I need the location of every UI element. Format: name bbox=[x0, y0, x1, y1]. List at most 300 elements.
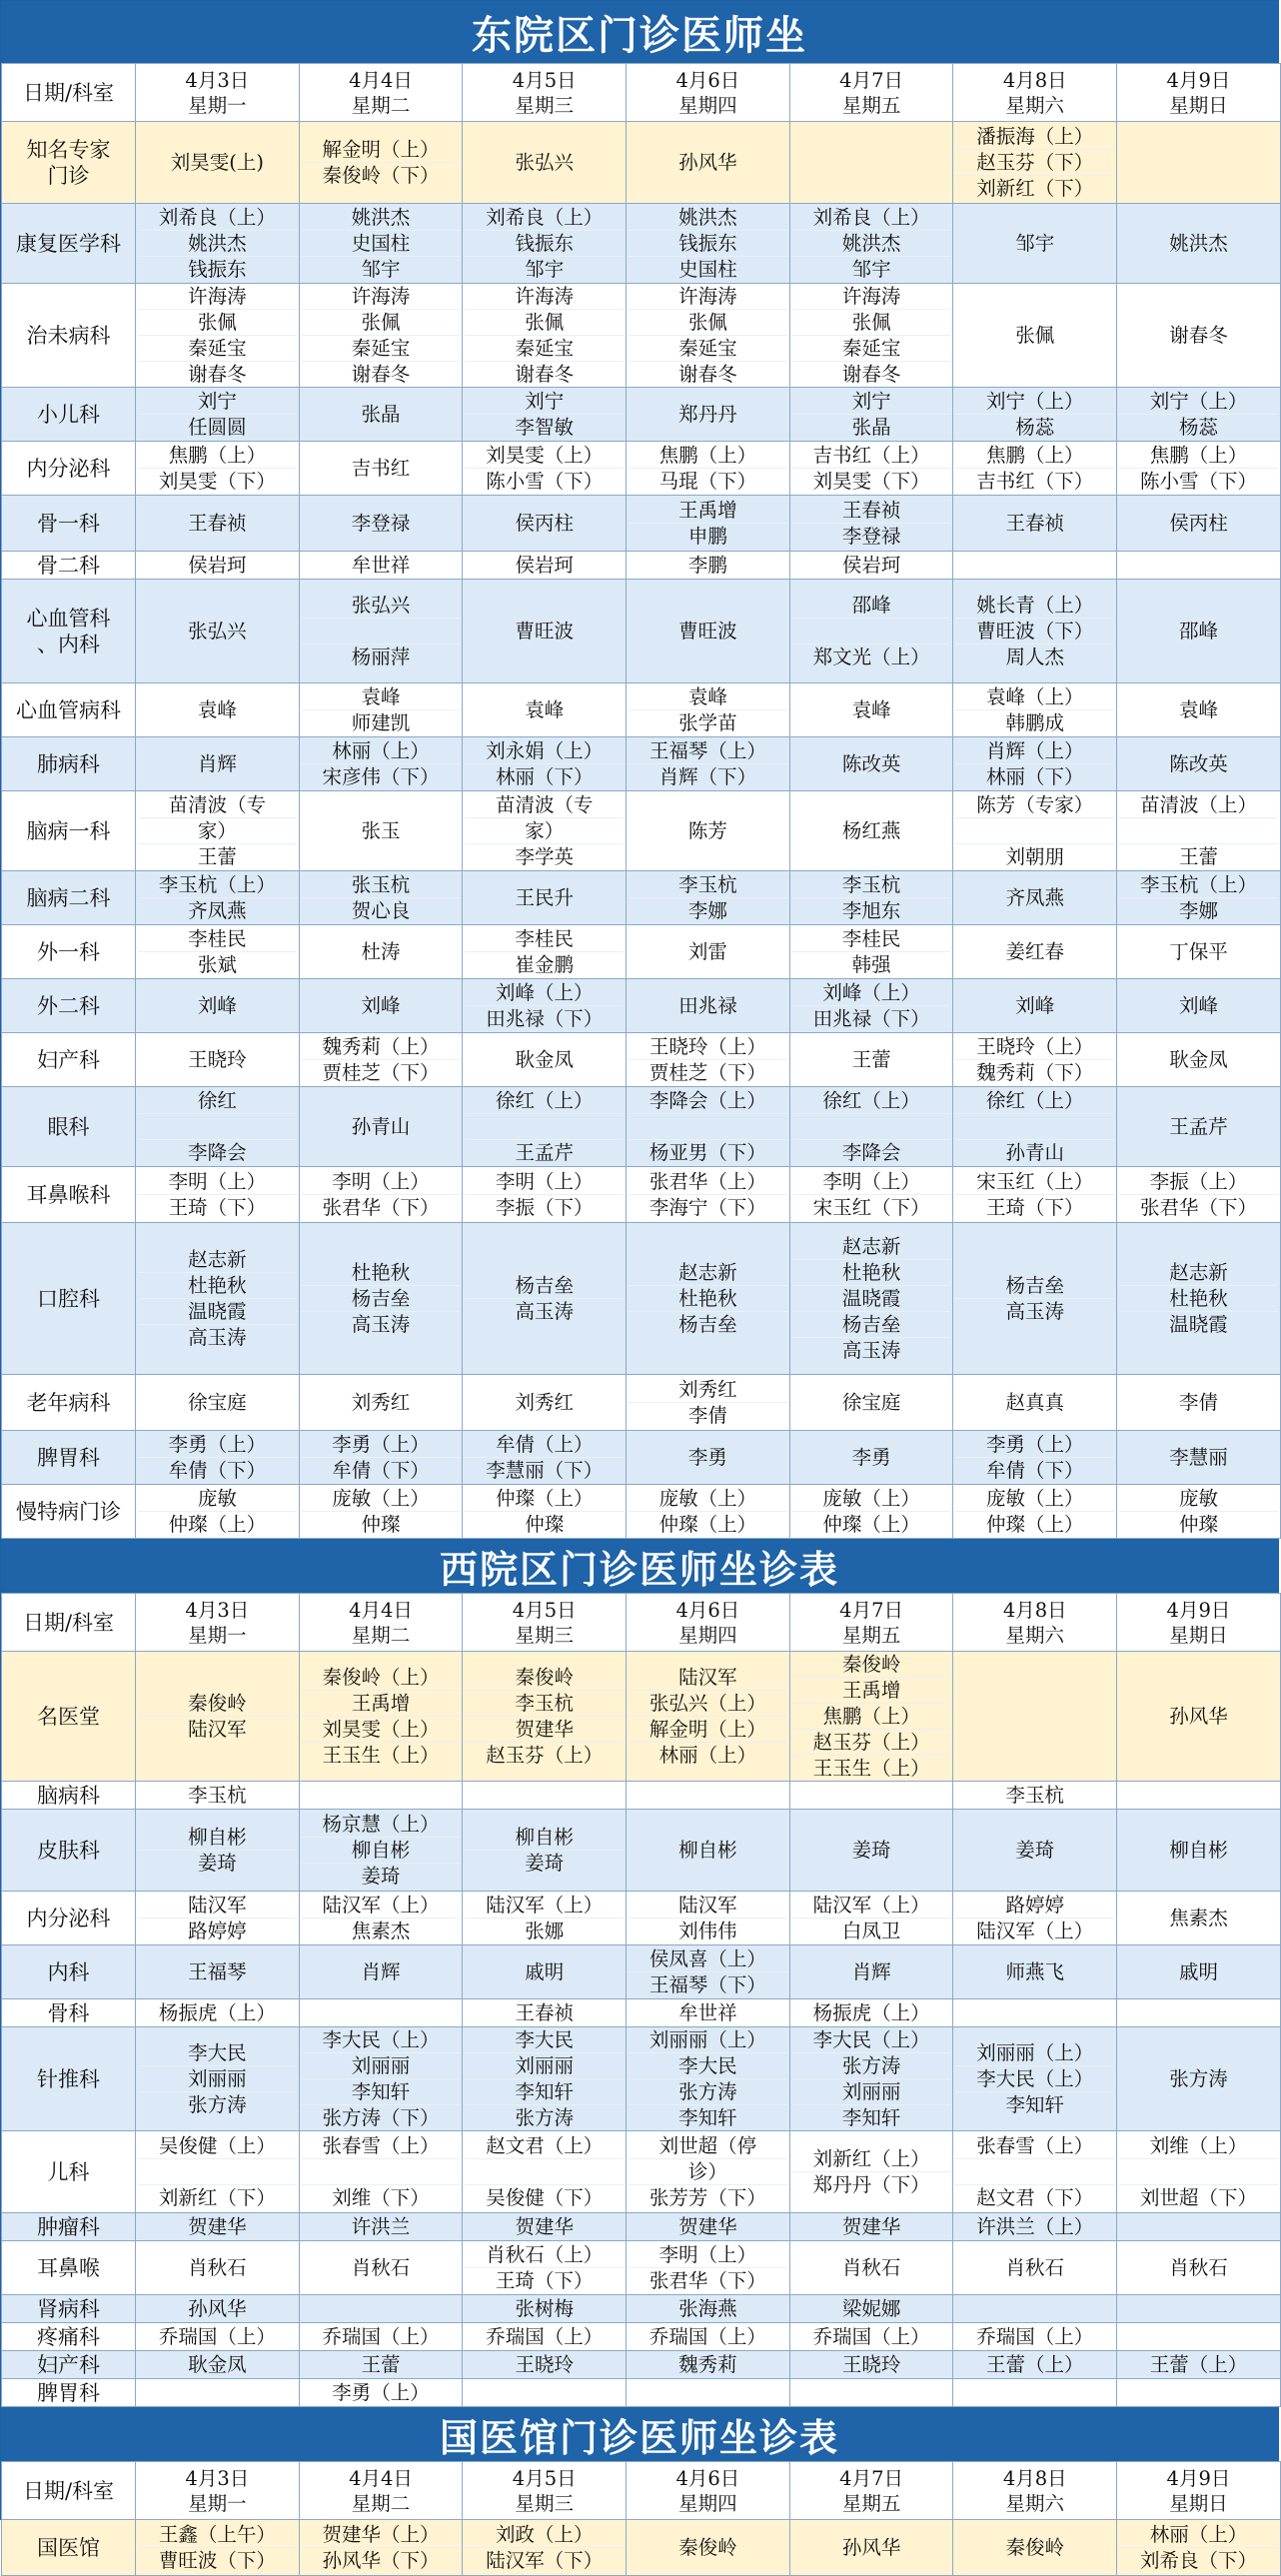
doctor-cell bbox=[953, 1652, 1117, 1782]
doctor-name: 陈小雪（下） bbox=[486, 470, 604, 493]
doctor-cell bbox=[1117, 2027, 1281, 2131]
header-weekday: 星期二 bbox=[351, 2491, 411, 2515]
doctor-name: 张君华（上） bbox=[629, 1169, 787, 1195]
doctor-cell bbox=[953, 2027, 1117, 2131]
doctor-name: 陈芳 bbox=[687, 819, 727, 842]
doctor-name: 陆汉军（上） bbox=[465, 1893, 624, 1919]
department-cell bbox=[2, 496, 136, 552]
header-day bbox=[953, 64, 1117, 122]
doctor-name: 李大民 bbox=[629, 2053, 787, 2079]
doctor-cell bbox=[1117, 2241, 1281, 2295]
doctor-name: 林丽（上） bbox=[1119, 2522, 1278, 2548]
doctor-name: 张佩 bbox=[629, 310, 787, 336]
doctor-name: 谢春冬 bbox=[1169, 324, 1228, 347]
doctor-cell bbox=[136, 552, 300, 580]
department-cell bbox=[2, 2027, 136, 2131]
doctor-cell bbox=[627, 2323, 790, 2351]
department-cell bbox=[2, 1892, 136, 1945]
doctor-name: 许海涛 bbox=[629, 284, 787, 310]
doctor-cell bbox=[463, 2379, 627, 2407]
header-weekday: 星期二 bbox=[351, 1623, 411, 1647]
doctor-cell bbox=[953, 122, 1117, 204]
doctor-name: 赵志新 bbox=[138, 1247, 297, 1273]
department-name: 肿瘤科 bbox=[37, 2214, 100, 2239]
doctor-name: 杨吉垒 bbox=[955, 1273, 1114, 1299]
header-weekday: 星期四 bbox=[678, 1623, 737, 1647]
doctor-name: 焦鹏（上） bbox=[955, 443, 1114, 469]
doctor-cell bbox=[299, 580, 463, 683]
doctor-name: 李娜 bbox=[1178, 899, 1218, 922]
doctor-name: 王春祯 bbox=[188, 512, 247, 535]
header-weekday: 星期三 bbox=[515, 1623, 574, 1647]
doctor-cell bbox=[136, 737, 300, 791]
doctor-cell bbox=[463, 2323, 627, 2351]
doctor-cell bbox=[136, 580, 300, 683]
doctor-cell bbox=[299, 791, 463, 871]
doctor-name: 姚长青（上） bbox=[955, 593, 1114, 619]
doctor-name: 韩鹏成 bbox=[1005, 711, 1065, 734]
doctor-name: 家） bbox=[138, 818, 297, 844]
doctor-name: 李振（上） bbox=[1119, 1169, 1278, 1195]
doctor-name: 张佩 bbox=[1015, 324, 1055, 347]
doctor-name: 张弘兴 bbox=[302, 593, 461, 619]
table-row bbox=[2, 2520, 1281, 2576]
doctor-cell bbox=[789, 1652, 953, 1782]
doctor-cell bbox=[136, 2379, 300, 2407]
doctor-name: 张海燕 bbox=[678, 2297, 737, 2320]
doctor-name: 姜琦 bbox=[361, 1865, 401, 1888]
doctor-name: 刘政（上） bbox=[465, 2522, 624, 2548]
doctor-name: 秦俊岭 bbox=[1005, 2536, 1065, 2559]
department-cell bbox=[2, 1375, 136, 1431]
doctor-name: 贾桂芝（下） bbox=[648, 1061, 766, 1084]
doctor-name: 杨蕊 bbox=[1015, 416, 1055, 439]
doctor-name: 王禹增 bbox=[629, 498, 787, 524]
doctor-name: 贺建华 bbox=[841, 2215, 901, 2238]
table-row bbox=[2, 925, 1281, 979]
doctor-name: 张弘兴（上） bbox=[629, 1691, 787, 1717]
doctor-cell bbox=[136, 1892, 300, 1945]
doctor-name: 王晓玲 bbox=[515, 2353, 574, 2376]
doctor-cell bbox=[136, 2323, 300, 2351]
department-name: 皮肤科 bbox=[37, 1838, 100, 1863]
table-row bbox=[2, 791, 1281, 871]
doctor-name: 柳自彬 bbox=[1169, 1839, 1228, 1862]
doctor-cell bbox=[299, 2351, 463, 2379]
doctor-name: 秦延宝 bbox=[302, 336, 461, 362]
doctor-cell bbox=[627, 683, 790, 737]
doctor-cell bbox=[789, 496, 953, 552]
table-row bbox=[2, 1782, 1281, 1810]
doctor-name: 张方涛 bbox=[792, 2053, 951, 2079]
doctor-name: 谢春冬 bbox=[188, 363, 247, 386]
header-day bbox=[1117, 64, 1281, 122]
doctor-name: 李知轩 bbox=[1005, 2093, 1065, 2116]
header-weekday: 星期三 bbox=[515, 93, 574, 117]
doctor-name: 肖辉（上） bbox=[955, 738, 1114, 764]
doctor-name: 张佩 bbox=[138, 310, 297, 336]
doctor-cell bbox=[463, 925, 627, 979]
doctor-cell bbox=[1117, 2131, 1281, 2213]
doctor-name: 杜艳秋 bbox=[1119, 1286, 1278, 1312]
doctor-name: 张晶 bbox=[361, 403, 401, 426]
doctor-cell bbox=[299, 122, 463, 204]
doctor-cell bbox=[789, 1033, 953, 1087]
doctor-name: 庞敏 bbox=[138, 1486, 297, 1512]
header-date: 4月6日 bbox=[675, 68, 740, 92]
header-date: 4月6日 bbox=[675, 2466, 740, 2490]
doctor-name: 郑丹丹 bbox=[678, 403, 737, 426]
doctor-cell bbox=[463, 2027, 627, 2131]
doctor-name: 宋彦伟（下） bbox=[322, 765, 440, 788]
doctor-name: 张方涛 bbox=[629, 2079, 787, 2105]
doctor-name: 杨蕊 bbox=[1178, 416, 1218, 439]
doctor-cell bbox=[299, 871, 463, 925]
doctor-name: 刘丽丽（上） bbox=[955, 2040, 1114, 2066]
doctor-cell bbox=[789, 2323, 953, 2351]
doctor-name: 姜琦 bbox=[851, 1839, 891, 1862]
doctor-name: 张弘兴 bbox=[188, 620, 247, 643]
doctor-name: 袁峰 bbox=[525, 698, 565, 721]
doctor-name: 张学苗 bbox=[678, 711, 737, 734]
doctor-cell bbox=[136, 791, 300, 871]
doctor-name bbox=[792, 619, 951, 644]
department-cell bbox=[2, 737, 136, 791]
department-name: 肺病科 bbox=[37, 751, 100, 776]
doctor-name: 李玉杭（上） bbox=[1119, 872, 1278, 898]
doctor-name: 张芳芳（下） bbox=[648, 2186, 766, 2209]
doctor-cell bbox=[1117, 925, 1281, 979]
doctor-cell bbox=[1117, 122, 1281, 204]
department-name: 脑病一科 bbox=[26, 818, 111, 843]
doctor-name: 路婷婷 bbox=[955, 1893, 1114, 1919]
doctor-name: 袁峰 bbox=[629, 684, 787, 710]
doctor-cell bbox=[1117, 2520, 1281, 2576]
doctor-name: 曹旺波（下） bbox=[158, 2549, 276, 2572]
doctor-name: 陈改英 bbox=[841, 752, 901, 775]
doctor-name: 刘丽丽 bbox=[302, 2053, 461, 2079]
doctor-cell bbox=[627, 1087, 790, 1167]
doctor-cell bbox=[463, 1999, 627, 2027]
doctor-name: 张君华（下） bbox=[322, 1196, 440, 1219]
table-row bbox=[2, 496, 1281, 552]
doctor-name: 陆汉军（上） bbox=[302, 1893, 461, 1919]
doctor-cell bbox=[627, 2351, 790, 2379]
doctor-cell bbox=[299, 1431, 463, 1485]
doctor-cell bbox=[627, 1033, 790, 1087]
doctor-name: 申鹏 bbox=[687, 525, 727, 548]
department-cell bbox=[2, 2241, 136, 2295]
doctor-name: 姜琦 bbox=[197, 1852, 237, 1875]
doctor-name: 李勇（上） bbox=[302, 1432, 461, 1458]
header-day bbox=[627, 2462, 790, 2520]
doctor-cell bbox=[1117, 388, 1281, 442]
doctor-cell bbox=[463, 442, 627, 496]
doctor-cell bbox=[627, 1167, 790, 1223]
doctor-cell bbox=[789, 925, 953, 979]
department-name: 耳鼻喉 bbox=[37, 2255, 100, 2280]
doctor-name: 乔瑞国（上） bbox=[648, 2325, 766, 2348]
doctor-cell bbox=[1117, 1945, 1281, 1999]
department-cell bbox=[2, 552, 136, 580]
doctor-name: 姚洪杰 bbox=[1169, 232, 1228, 255]
doctor-name: 刘希良（下） bbox=[1139, 2549, 1257, 2572]
department-name: 眼科 bbox=[47, 1114, 90, 1139]
doctor-name: 侯丙柱 bbox=[515, 512, 574, 535]
doctor-cell bbox=[953, 1999, 1117, 2027]
header-date: 4月4日 bbox=[349, 68, 413, 92]
doctor-name: 林丽（上） bbox=[302, 738, 461, 764]
doctor-name: 刘雷 bbox=[687, 940, 727, 963]
doctor-cell bbox=[299, 442, 463, 496]
doctor-name: 李知轩 bbox=[841, 2106, 901, 2129]
doctor-cell bbox=[136, 979, 300, 1033]
doctor-name: 仲璨（上） bbox=[168, 1513, 267, 1536]
doctor-cell bbox=[627, 1485, 790, 1539]
department-cell bbox=[2, 1033, 136, 1087]
department-cell bbox=[2, 2323, 136, 2351]
doctor-name: 袁峰 bbox=[851, 698, 891, 721]
doctor-cell bbox=[627, 2520, 790, 2576]
doctor-name: 李智敏 bbox=[515, 416, 574, 439]
doctor-cell bbox=[463, 1087, 627, 1167]
doctor-name: 温晓霞 bbox=[138, 1299, 297, 1325]
header-weekday: 星期日 bbox=[1169, 93, 1228, 117]
table-row bbox=[2, 2213, 1281, 2241]
doctor-name: 谢春冬 bbox=[678, 363, 737, 386]
doctor-name: 刘峰 bbox=[361, 994, 401, 1017]
doctor-name: 田兆禄（下） bbox=[812, 1007, 930, 1030]
doctor-name: 许洪兰（上） bbox=[976, 2215, 1094, 2238]
doctor-cell bbox=[136, 1167, 300, 1223]
doctor-cell bbox=[299, 1810, 463, 1892]
header-row bbox=[2, 64, 1281, 122]
doctor-cell bbox=[1117, 2213, 1281, 2241]
doctor-cell bbox=[789, 1087, 953, 1167]
doctor-cell bbox=[789, 1485, 953, 1539]
doctor-name: 肖辉 bbox=[361, 1960, 401, 1983]
table-row bbox=[2, 2379, 1281, 2407]
doctor-name: 白凤卫 bbox=[841, 1920, 901, 1942]
doctor-name: 庞敏（上） bbox=[629, 1486, 787, 1512]
table-row bbox=[2, 1999, 1281, 2027]
doctor-name: 林丽（下） bbox=[495, 765, 594, 788]
doctor-name: 肖秋石 bbox=[351, 2256, 411, 2279]
doctor-cell bbox=[789, 580, 953, 683]
doctor-cell bbox=[1117, 1810, 1281, 1892]
doctor-name: 仲璨 bbox=[1178, 1513, 1218, 1536]
doctor-cell bbox=[789, 2131, 953, 2213]
doctor-name: 宋玉红（下） bbox=[812, 1196, 930, 1219]
doctor-cell bbox=[136, 204, 300, 284]
table-row bbox=[2, 1167, 1281, 1223]
doctor-cell bbox=[953, 737, 1117, 791]
doctor-name: 姚洪杰 bbox=[302, 205, 461, 231]
doctor-name: 侯岩珂 bbox=[515, 554, 574, 577]
doctor-name: 刘宁（上） bbox=[955, 389, 1114, 415]
doctor-name: 王鑫（上午） bbox=[138, 2522, 297, 2548]
header-day bbox=[299, 64, 463, 122]
doctor-name: 孙青山 bbox=[351, 1115, 411, 1138]
header-label: 日期/科室 bbox=[2, 2462, 136, 2520]
doctor-name: 李大民（上） bbox=[955, 2066, 1114, 2092]
doctor-name: 徐红（上） bbox=[955, 1088, 1114, 1114]
doctor-name: 赵文君（下） bbox=[976, 2186, 1094, 2209]
doctor-name: 杨红燕 bbox=[841, 819, 901, 842]
doctor-cell bbox=[136, 2295, 300, 2323]
doctor-name: 杨振虎（上） bbox=[158, 2001, 276, 2024]
table-row bbox=[2, 1810, 1281, 1892]
header-date: 4月3日 bbox=[185, 68, 250, 92]
doctor-name: 温晓霞 bbox=[1169, 1313, 1228, 1336]
doctor-cell bbox=[136, 925, 300, 979]
doctor-cell bbox=[1117, 1167, 1281, 1223]
doctor-cell bbox=[953, 284, 1117, 388]
doctor-cell bbox=[953, 791, 1117, 871]
header-row bbox=[2, 1594, 1281, 1652]
doctor-cell bbox=[627, 925, 790, 979]
department-name: 外二科 bbox=[37, 993, 100, 1018]
doctor-name: 刘希良（上） bbox=[792, 205, 951, 231]
doctor-name: 解金明（上） bbox=[302, 137, 461, 163]
doctor-cell bbox=[1117, 1375, 1281, 1431]
doctor-cell bbox=[953, 2379, 1117, 2407]
doctor-name: 乔瑞国（上） bbox=[158, 2325, 276, 2348]
doctor-name: 高玉涛 bbox=[1005, 1300, 1065, 1323]
doctor-name: 张玉 bbox=[361, 819, 401, 842]
doctor-cell bbox=[136, 1375, 300, 1431]
doctor-name: 李倩 bbox=[1178, 1391, 1218, 1414]
doctor-cell bbox=[136, 1782, 300, 1810]
department-cell bbox=[2, 1485, 136, 1539]
doctor-cell bbox=[627, 2379, 790, 2407]
header-day bbox=[789, 64, 953, 122]
doctor-cell bbox=[789, 388, 953, 442]
table-row bbox=[2, 1087, 1281, 1167]
doctor-cell bbox=[463, 2295, 627, 2323]
doctor-name: 刘维（上） bbox=[1119, 2133, 1278, 2159]
doctor-cell bbox=[1117, 204, 1281, 284]
header-day bbox=[627, 64, 790, 122]
doctor-name: 张君华（下） bbox=[648, 2269, 766, 2292]
doctor-cell bbox=[953, 1945, 1117, 1999]
doctor-cell bbox=[136, 2213, 300, 2241]
doctor-name: 王孟芹 bbox=[1169, 1115, 1228, 1138]
doctor-name: 杨吉垒 bbox=[792, 1312, 951, 1338]
doctor-cell bbox=[627, 580, 790, 683]
doctor-name: 肖辉 bbox=[851, 1960, 891, 1983]
doctor-cell bbox=[463, 284, 627, 388]
doctor-name: 仲璨 bbox=[525, 1513, 565, 1536]
doctor-name: 姚洪杰 bbox=[629, 205, 787, 231]
table-row bbox=[2, 1945, 1281, 1999]
header-day bbox=[953, 2462, 1117, 2520]
header-weekday: 星期二 bbox=[351, 93, 411, 117]
doctor-cell bbox=[299, 2323, 463, 2351]
department-name: 口腔科 bbox=[37, 1286, 100, 1311]
doctor-cell bbox=[789, 2213, 953, 2241]
department-name: 内分泌科 bbox=[26, 456, 111, 481]
department-cell bbox=[2, 442, 136, 496]
header-weekday: 星期六 bbox=[1005, 2491, 1065, 2515]
doctor-cell bbox=[1117, 1223, 1281, 1375]
doctor-name: 邹宇 bbox=[361, 258, 401, 281]
doctor-name: 王琦（下） bbox=[986, 1196, 1084, 1219]
doctor-name: 刘丽丽 bbox=[138, 2066, 297, 2092]
doctor-name: 袁峰 bbox=[302, 684, 461, 710]
doctor-cell bbox=[789, 1999, 953, 2027]
doctor-name: 刘昊雯(上) bbox=[170, 151, 264, 174]
table-row bbox=[2, 204, 1281, 284]
doctor-name: 焦鹏（上） bbox=[792, 1704, 951, 1730]
schedule-table bbox=[1, 63, 1281, 1539]
doctor-cell bbox=[299, 496, 463, 552]
doctor-name: 李知轩 bbox=[465, 2079, 624, 2105]
doctor-name: 刘新红（下） bbox=[976, 177, 1094, 200]
table-row bbox=[2, 580, 1281, 683]
doctor-cell bbox=[463, 1810, 627, 1892]
doctor-cell bbox=[627, 496, 790, 552]
doctor-name: 苗清波（专 bbox=[465, 792, 624, 818]
doctor-name: 刘秀红 bbox=[351, 1391, 411, 1414]
doctor-cell bbox=[1117, 496, 1281, 552]
doctor-name: 张佩 bbox=[465, 310, 624, 336]
department-name: 肾病科 bbox=[37, 2296, 100, 2321]
doctor-cell bbox=[136, 1485, 300, 1539]
department-name: 门诊 bbox=[47, 163, 90, 188]
doctor-name: 张君华（下） bbox=[1139, 1196, 1257, 1219]
doctor-name: 魏秀莉 bbox=[678, 2353, 737, 2376]
doctor-name: 刘丽丽 bbox=[792, 2079, 951, 2105]
department-name: 针推科 bbox=[37, 2066, 100, 2091]
department-cell bbox=[2, 1223, 136, 1375]
section-title: 国医馆门诊医师坐诊表 bbox=[1, 2407, 1278, 2461]
doctor-name: 王福琴（上） bbox=[629, 738, 787, 764]
doctor-cell bbox=[136, 442, 300, 496]
doctor-name: 田兆禄（下） bbox=[486, 1007, 604, 1030]
doctor-name bbox=[138, 2159, 297, 2185]
doctor-cell bbox=[1117, 580, 1281, 683]
doctor-name: 赵真真 bbox=[1005, 1391, 1065, 1414]
doctor-name: 李玉杭 bbox=[188, 1784, 247, 1807]
doctor-name: 丁保平 bbox=[1169, 940, 1228, 963]
department-cell bbox=[2, 1652, 136, 1782]
doctor-cell bbox=[299, 1167, 463, 1223]
header-day bbox=[463, 2462, 627, 2520]
doctor-name: 秦俊岭（上） bbox=[302, 1665, 461, 1691]
doctor-name: 张方涛 bbox=[1169, 2067, 1228, 2090]
doctor-name: 赵志新 bbox=[629, 1260, 787, 1286]
doctor-name: 徐宝庭 bbox=[841, 1391, 901, 1414]
doctor-name: 贾桂芝（下） bbox=[322, 1061, 440, 1084]
doctor-name: 陈改英 bbox=[1169, 752, 1228, 775]
header-weekday: 星期三 bbox=[515, 2491, 574, 2515]
doctor-name: 许海涛 bbox=[792, 284, 951, 310]
doctor-cell bbox=[789, 1782, 953, 1810]
doctor-name: 肖秋石 bbox=[1169, 2256, 1228, 2279]
doctor-name: 林丽（下） bbox=[986, 765, 1084, 788]
doctor-name: 任圆圆 bbox=[188, 416, 247, 439]
doctor-name: 刘秀红 bbox=[515, 1391, 574, 1414]
doctor-name: 张春雪（上） bbox=[302, 2133, 461, 2159]
header-label: 日期/科室 bbox=[2, 64, 136, 122]
doctor-name: 李倩 bbox=[687, 1404, 727, 1427]
header-day bbox=[299, 2462, 463, 2520]
doctor-name: 李知轩 bbox=[678, 2106, 737, 2129]
doctor-name: 李玉杭 bbox=[629, 872, 787, 898]
doctor-cell bbox=[299, 925, 463, 979]
doctor-cell bbox=[789, 2295, 953, 2323]
